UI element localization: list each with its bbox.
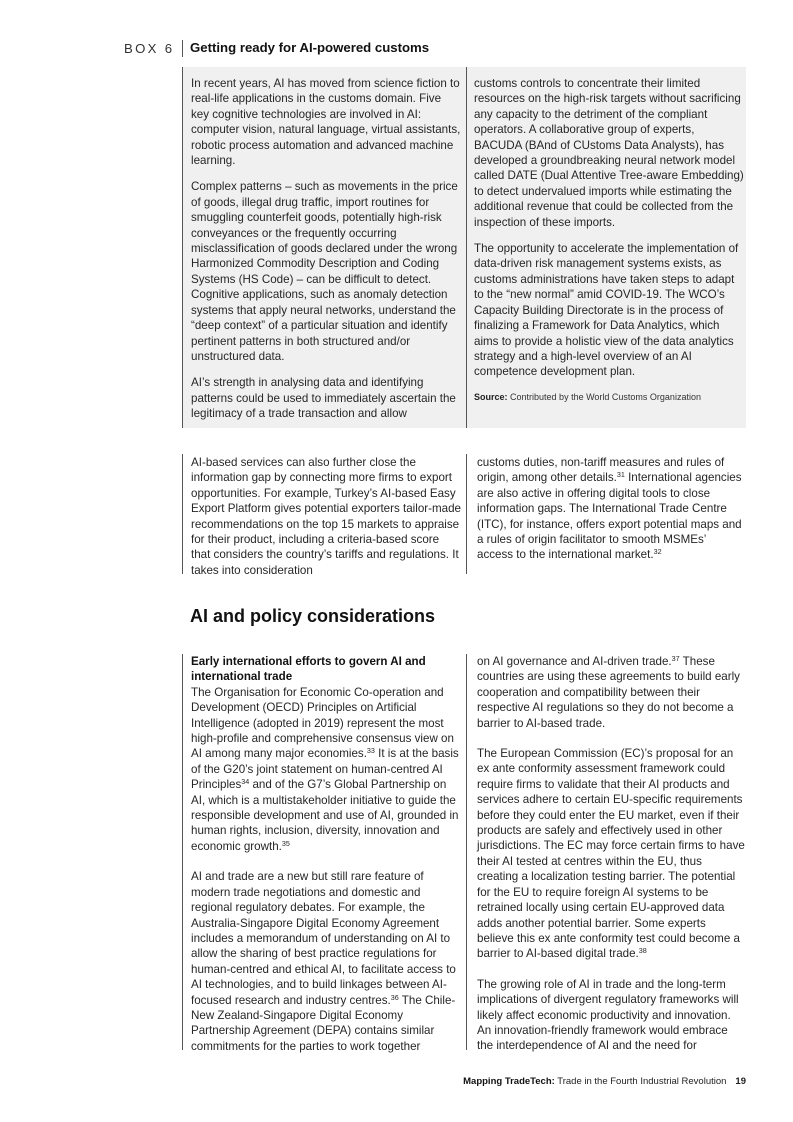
body-paragraph: AI and trade are a new but still rare feature of modern trade negotiations and domestic and regional regulatory debates. For example, the Australia-Singapore Digital Economy Agreement includes a memorandum of understanding on AI to allow the sharing of best practice regulations for human-centred and ethical AI, to facilitate access to AI technologies, and to build linkages between AI-focused research and industry centres.$^{36}$ The Chile-New Zealand-Singapore Digital Economy Partnership Agreement (DEPA) contains similar commitments for the parties to work together [191,870,456,1053]
source-text: Contributed by the World Customs Organization [510,391,701,402]
box-title: Getting ready for AI-powered customs [190,40,430,55]
body-paragraph: The Organisation for Economic Co-operation and Development (OECD) Principles on Artificial Intelligence (adopted in 2019) represent the most high-profile and comprehensive consensus view on AI among many major economies.$^{33}$ It is at the basis of the G20’s joint statement on human-centred AI Principles$^{34}$ and of the G7’s Global Partnership on AI, which is a multistakeholder initiative to guide the responsible development and use of AI, grounded in human rights, inclusion, diversity, innovation and economic growth.$^{35}$ [191,685,459,853]
policy-right-column [477,654,745,1065]
footnote-ref: 37 [671,654,680,664]
box-column-divider [466,67,467,428]
body-paragraph: customs duties, non-tariff measures and rules of origin, among other details.$^{31}$ International agencies are also active in offering digital tools to close information gaps. The International Trade Centre (ITC), for instance, offers export potential maps and a rules of origin facilitator to smooth MSMEs’ access to the international market.$^{32}$ [477,456,742,562]
body-paragraph: on AI governance and AI-driven trade.$^{37}$ These countries are using these agreements to build early cooperation and compatibility between their respective AI regulations so they do not become a barrier to AI-based trade. [477,654,740,730]
footnote-ref: 31 [616,470,625,480]
footnote-ref: 33 [366,746,375,756]
box-left-rule [182,67,183,428]
services-column-divider [466,454,467,574]
footnote-ref: 36 [390,992,399,1002]
policy-column-divider [466,654,467,1050]
footnote-ref: 38 [638,946,647,956]
section-heading: AI and policy considerations [190,606,436,626]
footer-publication: Mapping TradeTech: [463,1076,555,1087]
box-paragraph: In recent years, AI has moved from science fiction to real-life applications in the customs domain. Five key cognitive technologies are involved in AI: computer vision, natural language, virtual assistants, robotic process automation and advanced machine learning. [191,77,461,168]
footnote-ref: 32 [653,547,662,557]
footnote-ref: 34 [241,777,250,787]
services-left-rule [182,454,183,574]
policy-left-rule [182,654,183,1050]
box-paragraph: Complex patterns – such as movements in the price of goods, illegal drug traffic, import routines for smuggling counterfeit goods, potentially high-risk conveyances or the frequently occurring misclassification of goods declared under the wrong Harmonized Commodity Description and Coding Systems (HS Code) – can be difficult to detect. Cognitive applications, such as anomaly detection systems that apply neural networks, understand the “deep context” of a particular situation and identify pertinent patterns in both structured and/or unstructured data. [191,180,458,363]
services-right-column [477,455,745,574]
body-paragraph: The growing role of AI in trade and the long-term implications of divergent regulatory frameworks will likely affect economic productivity and innovation. An innovation-friendly framework would embrace the interdependence of AI and the need for [477,977,739,1053]
box-paragraph: The opportunity to accelerate the implementation of data-driven risk management systems exists, as customs administrations have taken steps to adapt to the “new normal” amid COVID-19. The WCO’s Capacity Building Directorate is in the process of finalizing a Framework for Data Analytics, which aims to provide a holistic view of the data analytics strategy and a high-level overview of an AI competence development plan. [474,242,739,379]
box-label-divider [182,40,183,57]
page-number: 19 [735,1076,746,1087]
body-paragraph: The European Commission (EC)’s proposal for an ex ante conformity assessment framework could require firms to validate that their AI products and services adhere to certain EU-specific requirements before they could enter the EU market, even if their products are safely and effectively used in other jurisdictions. The EC may force certain firms to have their AI tested at centres within the EU, thus creating a localization testing barrier. The potential for the EU to require foreign AI systems to be retrained locally using certain EU-approved data adds another potential barrier. Some experts believe this ex ante conformity test could become a barrier to AI-based digital trade.$^{38}$ [477,747,745,961]
box-right-column [474,76,744,414]
footnote-ref: 35 [281,838,290,848]
page-footer [463,1076,746,1087]
box-paragraph: AI’s strength in analysing data and identifying patterns could be used to immediately ascertain the legitimacy of a trade transaction and allow [191,376,456,421]
policy-left-column [191,654,461,1065]
box-source [474,391,744,403]
box-label: BOX 6 [124,41,175,56]
box-paragraph: customs controls to concentrate their limited resources on the high-risk targets without sacrificing any capacity to the detriment of the compliant operators. A collaborative group of experts, BACUDA (BAnd of CUstoms Data Analysts), has developed a groundbreaking neural network model called DATE (Dual Attentive Tree-aware Embedding) to detect undervalued imports while estimating the additional revenue that could be collected from the inspection of these imports. [474,77,744,229]
body-paragraph: AI-based services can also further close the information gap by connecting more firms to export opportunities. For example, Turkey’s AI-based Easy Export Platform gives potential exporters tailor-made recommendations on the top 15 markets to appraise for their product, including a criteria-based score that considers the country’s tariffs and regulations. It takes into consideration [191,456,461,577]
source-label: Source: [474,391,508,402]
box-left-column [191,76,461,433]
subsection-heading: Early international efforts to govern AI and international trade [191,655,426,684]
services-left-column [191,455,461,589]
footer-subtitle: Trade in the Fourth Industrial Revolution [554,1076,727,1087]
